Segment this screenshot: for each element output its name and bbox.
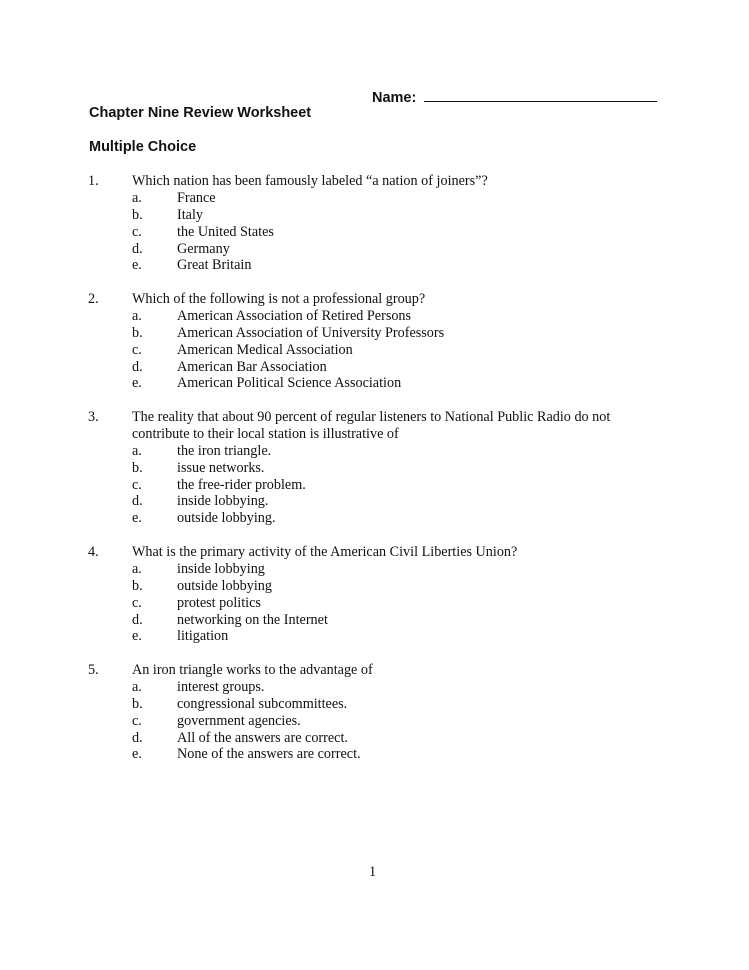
option-e [132,746,648,763]
option-letter: c. [132,712,142,729]
option-letter: a. [132,678,142,695]
option-letter: b. [132,459,143,476]
option-text: Italy [177,206,203,223]
option-e [132,375,648,392]
option-text: France [177,189,216,206]
option-text: government agencies. [177,712,301,729]
question-number: 5. [88,662,99,678]
option-e [132,510,648,527]
option-c [132,342,648,359]
option-letter: e. [132,746,142,763]
question-5 [88,662,648,763]
option-letter: c. [132,341,142,358]
option-letter: c. [132,594,142,611]
worksheet-title: Chapter Nine Review Worksheet [89,105,312,121]
option-a [132,443,648,460]
option-letter: c. [132,223,142,240]
option-list [88,190,648,274]
option-text: congressional subcommittees. [177,695,348,712]
option-list [88,308,648,392]
section-title: Multiple Choice [89,139,197,155]
option-text: None of the answers are correct. [177,746,361,763]
name-label: Name: [372,90,417,106]
option-b [132,578,648,595]
option-text: inside lobbying. [177,493,269,510]
option-text: Great Britain [177,257,252,274]
option-text: litigation [177,628,229,645]
option-letter: d. [132,611,143,628]
question-text: Which nation has been famously labeled “a nation of joiners”? [132,173,488,189]
option-letter: a. [132,560,142,577]
name-blank-line[interactable] [424,88,657,102]
option-e [132,628,648,645]
option-d [132,241,648,258]
question-number: 3. [88,409,99,425]
option-text: outside lobbying. [177,510,276,527]
option-a [132,190,648,207]
option-letter: b. [132,695,143,712]
option-text: networking on the Internet [177,611,328,628]
option-a [132,561,648,578]
question-text: The reality that about 90 percent of regular listeners to National Public Radio do not contribute to their local station is illustrative of [132,409,611,442]
option-text: American Bar Association [177,358,327,375]
option-b [132,696,648,713]
option-text: All of the answers are correct. [177,729,348,746]
option-letter: d. [132,493,143,510]
option-d [132,612,648,629]
option-text: protest politics [177,594,261,611]
option-b [132,207,648,224]
option-text: interest groups. [177,678,265,695]
option-c [132,477,648,494]
option-letter: d. [132,240,143,257]
option-list [88,679,648,763]
question-4 [88,544,648,645]
option-letter: e. [132,510,142,527]
question-text: Which of the following is not a professional group? [132,291,426,307]
option-e [132,257,648,274]
option-letter: c. [132,476,142,493]
question-2 [88,291,648,392]
option-letter: d. [132,729,143,746]
option-letter: b. [132,206,143,223]
question-text: What is the primary activity of the American Civil Liberties Union? [132,544,518,560]
option-letter: d. [132,358,143,375]
question-1 [88,173,648,274]
option-text: the free-rider problem. [177,476,306,493]
question-3 [88,409,648,527]
option-text: Germany [177,240,230,257]
option-text: issue networks. [177,459,265,476]
option-c [132,595,648,612]
option-letter: a. [132,307,142,324]
option-b [132,460,648,477]
option-text: outside lobbying [177,577,272,594]
option-letter: a. [132,442,142,459]
option-text: the United States [177,223,274,240]
option-letter: e. [132,375,142,392]
option-text: American Association of University Professors [177,324,445,341]
option-c [132,713,648,730]
question-text: An iron triangle works to the advantage of [132,662,373,678]
option-a [132,679,648,696]
option-d [132,359,648,376]
option-letter: b. [132,577,143,594]
option-d [132,493,648,510]
option-letter: a. [132,189,142,206]
name-field [372,88,657,106]
option-b [132,325,648,342]
question-number: 1. [88,173,99,189]
option-letter: e. [132,257,142,274]
option-c [132,224,648,241]
option-letter: b. [132,324,143,341]
option-text: American Medical Association [177,341,353,358]
option-list [88,443,648,527]
question-number: 2. [88,291,99,307]
option-d [132,730,648,747]
option-list [88,561,648,645]
option-text: inside lobbying [177,560,265,577]
option-text: American Political Science Association [177,375,402,392]
question-number: 4. [88,544,99,560]
page-number: 1 [369,864,377,880]
option-a [132,308,648,325]
option-letter: e. [132,628,142,645]
option-text: the iron triangle. [177,442,272,459]
option-text: American Association of Retired Persons [177,307,412,324]
